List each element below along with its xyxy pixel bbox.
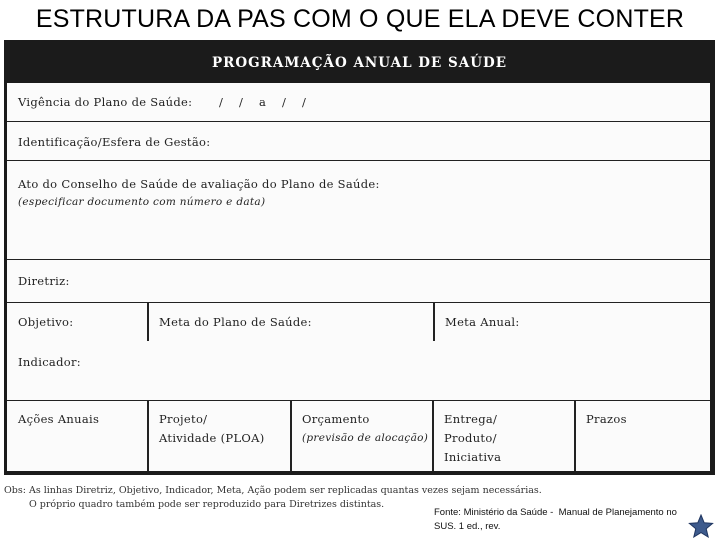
col-entrega-line2: Produto/ [444, 431, 497, 445]
col-entrega [444, 410, 501, 467]
row-objetivo-meta [7, 303, 710, 341]
col-orcamento-line1: Orçamento [302, 412, 370, 426]
col-projeto-line2: Atividade (PLOA) [159, 431, 265, 445]
indicador-label: Indicador: [18, 355, 81, 369]
col-entrega-line1: Entrega/ [444, 412, 498, 426]
col-orcamento [302, 410, 428, 448]
divider-col-3 [432, 401, 434, 471]
divider-col-2 [290, 401, 292, 471]
row-identificacao [7, 122, 710, 161]
source-citation [434, 506, 714, 534]
col-entrega-line3: Iniciativa [444, 450, 502, 464]
meta-plano-label: Meta do Plano de Saúde: [159, 315, 312, 329]
slide-title: ESTRUTURA DA PAS COM O QUE ELA DEVE CONTER [35, 5, 685, 33]
divider-col-4 [574, 401, 576, 471]
divider-col-1 [147, 401, 149, 471]
vigencia-value: / / a / / [219, 95, 307, 109]
row-indicador [7, 341, 710, 401]
ato-hint: (especificar documento com número e data) [18, 196, 266, 208]
diretriz-label: Diretriz: [18, 274, 70, 288]
col-prazos: Prazos [586, 412, 627, 426]
ato-label: Ato do Conselho de Saúde de avaliação do Plano de Saúde: [18, 177, 380, 191]
identificacao-label: Identificação/Esfera de Gestão: [18, 135, 211, 149]
meta-anual-label: Meta Anual: [445, 315, 520, 329]
col-projeto [159, 410, 265, 448]
divider-objetivo [147, 303, 149, 341]
objetivo-label: Objetivo: [18, 315, 74, 329]
footnote-line2: O próprio quadro também pode ser reproduzido para Diretrizes distintas. [29, 499, 385, 510]
source-line1: Fonte: Ministério da Saúde - Manual de Planejamento no [434, 507, 677, 518]
col-acoes: Ações Anuais [18, 412, 100, 426]
row-acoes-columns [7, 401, 710, 471]
row-ato-conselho [7, 161, 710, 260]
star-icon [688, 514, 714, 538]
source-line2: SUS. 1 ed., rev. [434, 521, 501, 532]
vigencia-label: Vigência do Plano de Saúde: [18, 95, 193, 109]
col-orcamento-hint: (previsão de alocação) [302, 432, 429, 444]
divider-meta [433, 303, 435, 341]
form-header: PROGRAMAÇÃO ANUAL DE SAÚDE [212, 55, 507, 71]
col-projeto-line1: Projeto/ [159, 412, 208, 426]
pas-form-table [4, 40, 715, 475]
footnote-line1: Obs: As linhas Diretriz, Objetivo, Indicador, Meta, Ação podem ser replicadas quantas vezes sejam necessárias. [4, 485, 542, 496]
row-diretriz [7, 260, 710, 303]
form-body [7, 83, 710, 471]
row-vigencia [7, 83, 710, 122]
